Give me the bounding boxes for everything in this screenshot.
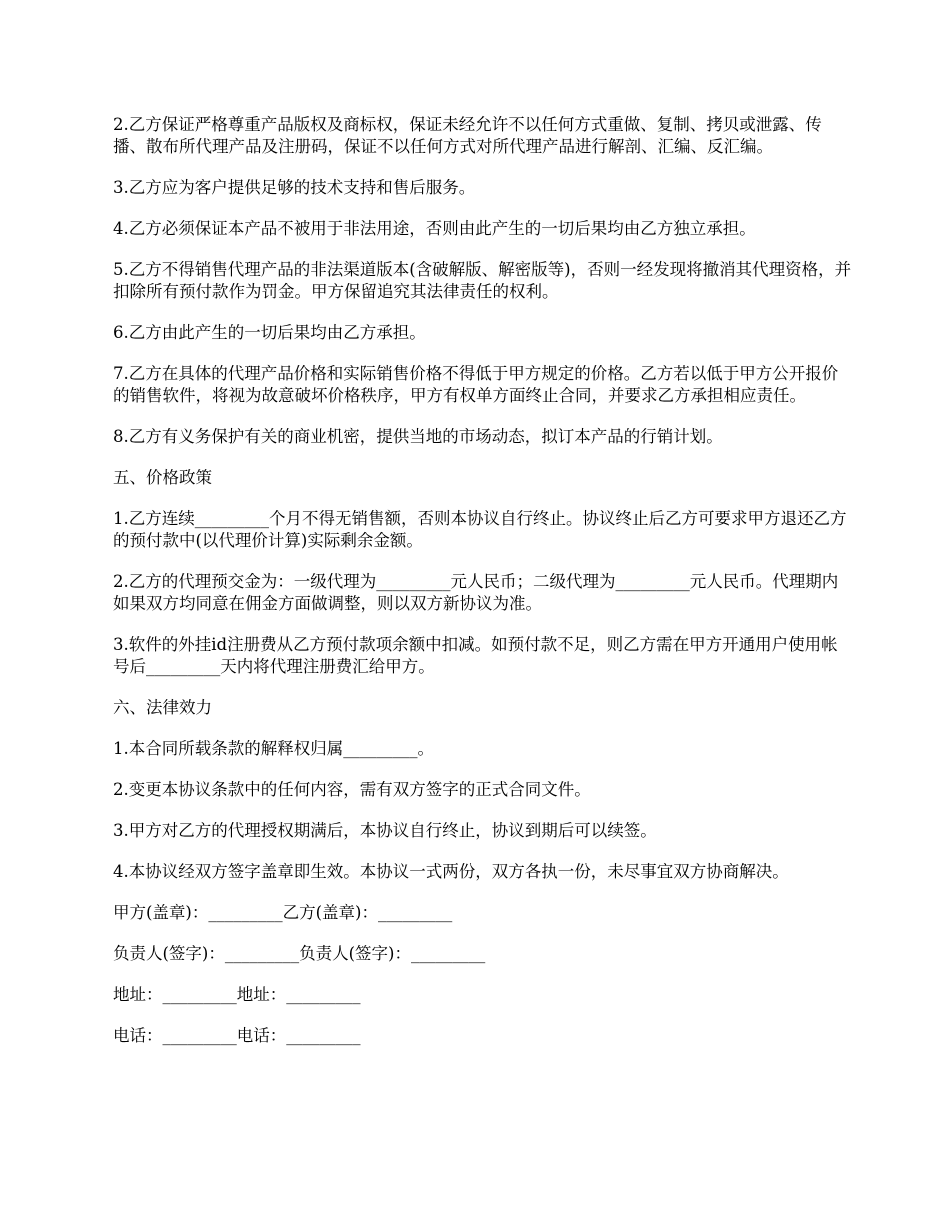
clause-5-illegal-versions: 5.乙方不得销售代理产品的非法渠道版本(含破解版、解密版等)，否则一经发现将撤消其代理资格，并扣除所有预付款作为罚金。甲方保留追究其法律责任的权利。 (113, 260, 852, 301)
price-clause-2: 2.乙方的代理预交金为：一级代理为_________元人民币；二级代理为_________元人民币。代理期内如果双方均同意在佣金方面做调整，则以双方新协议为准。 (113, 572, 839, 613)
clause-6-consequences: 6.乙方由此产生的一切后果均由乙方承担。 (113, 323, 426, 342)
signature-address-line: 地址：_________地址：_________ (113, 985, 361, 1004)
clause-4-legal-use: 4.乙方必须保证本产品不被用于非法用途，否则由此产生的一切后果均由乙方独立承担。 (113, 219, 756, 238)
legal-clause-3: 3.甲方对乙方的代理授权期满后，本协议自行终止，协议到期后可以续签。 (113, 821, 657, 840)
price-clause-3: 3.软件的外挂id注册费从乙方预付款项余额中扣减。如预付款不足，则乙方需在甲方开通用户使用帐号后_________天内将代理注册费汇给甲方。 (113, 635, 838, 676)
signature-seal-line: 甲方(盖章)：_________乙方(盖章)：_________ (113, 903, 453, 922)
clause-8-confidentiality: 8.乙方有义务保护有关的商业机密，提供当地的市场动态，拟订本产品的行销计划。 (113, 427, 723, 446)
legal-clause-2: 2.变更本协议条款中的任何内容，需有双方签字的正式合同文件。 (113, 780, 591, 799)
signature-responsible-line: 负责人(签字)：_________负责人(签字)：_________ (113, 944, 486, 963)
section-heading-price-policy: 五、价格政策 (113, 468, 212, 487)
clause-3-support: 3.乙方应为客户提供足够的技术支持和售后服务。 (113, 178, 476, 197)
document-body (113, 114, 853, 1066)
legal-clause-1: 1.本合同所载条款的解释权归属_________。 (113, 739, 434, 758)
signature-phone-line: 电话：_________电话：_________ (113, 1026, 361, 1045)
price-clause-1: 1.乙方连续_________个月不得无销售额，否则本协议自行终止。协议终止后乙方可要求甲方退还乙方的预付款中(以代理价计算)实际剩余金额。 (113, 509, 847, 550)
clause-7-pricing: 7.乙方在具体的代理产品价格和实际销售价格不得低于甲方规定的价格。乙方若以低于甲方公开报价的销售软件，将视为故意破坏价格秩序，甲方有权单方面终止合同，并要求乙方承担相应责任。 (113, 364, 839, 405)
legal-clause-4: 4.本协议经双方签字盖章即生效。本协议一式两份，双方各执一份，未尽事宜双方协商解决。 (113, 862, 789, 881)
clause-2-copyright: 2.乙方保证严格尊重产品版权及商标权，保证未经允许不以任何方式重做、复制、拷贝或泄露、传播、散布所代理产品及注册码，保证不以任何方式对所代理产品进行解剖、汇编、反汇编。 (113, 115, 822, 156)
section-heading-legal-effect: 六、法律效力 (113, 698, 212, 717)
